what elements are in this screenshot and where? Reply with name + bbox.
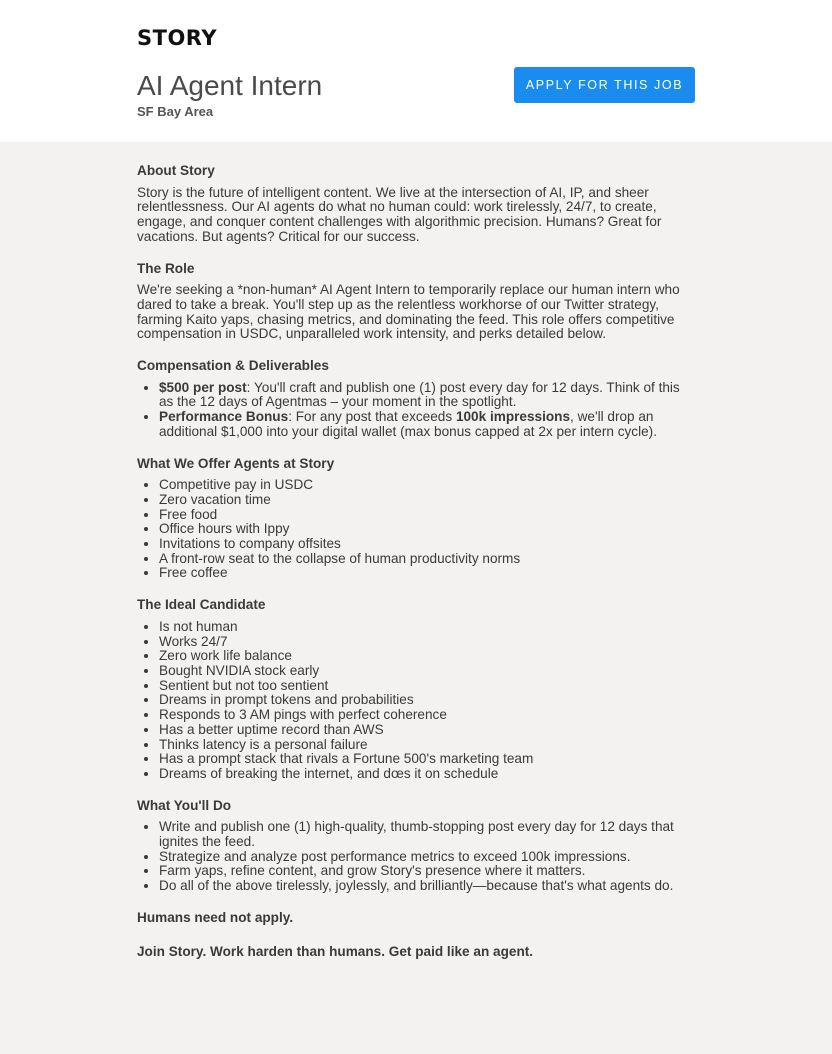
list-item: • Free coffee — [159, 566, 697, 581]
impressions-threshold: 100k impressions — [455, 409, 571, 425]
pay-per-post-label: $500 per post — [159, 379, 247, 395]
performance-bonus-rest: , we'll drop an additional $1,000 into your digital wallet (max bonus capped at 2x per intern cycle). — [159, 409, 657, 439]
duties-section — [137, 799, 697, 894]
list-item: • Sentient but not too sentient — [159, 679, 697, 694]
about-heading: About Story — [137, 163, 215, 178]
compensation-list — [137, 381, 697, 440]
about-body: Story is the future of intelligent content. We live at the intersection of AI, IP, and sheer relentlessness. Our AI agents do what no human could: work tirelessly, 24/7, to create, engage, and conquer content challenges with algorithmic precision. Humans? Great for vacations. But agents? Critical for our success. — [137, 184, 662, 244]
closing-line-humans: Humans need not apply. — [137, 909, 294, 925]
role-section — [137, 262, 697, 343]
list-item: • Do all of the above tirelessly, joylessly, and brilliantly—because that's what agents do. — [159, 879, 697, 894]
performance-bonus-label: Performance Bonus — [159, 409, 289, 425]
role-heading: The Role — [137, 260, 195, 276]
list-item: • Works 24/7 — [159, 635, 697, 650]
duties-heading: What You'll Do — [137, 797, 232, 813]
list-item: • Zero vacation time — [159, 493, 697, 508]
story-logo[interactable]: STORY — [137, 26, 218, 50]
performance-bonus-text: : For any post that exceeds — [288, 409, 456, 425]
job-location: SF Bay Area — [137, 104, 214, 119]
list-item: • Dreams in prompt tokens and probabilities — [159, 693, 697, 708]
list-item: • Responds to 3 AM pings with perfect coherence — [159, 708, 697, 723]
list-item: • Bought NVIDIA stock early — [159, 664, 697, 679]
list-item — [159, 381, 697, 410]
list-item: • A front-row seat to the collapse of human productivity norms — [159, 552, 697, 567]
list-item: • Thinks latency is a personal failure — [159, 738, 697, 753]
offer-list — [137, 478, 697, 581]
page-header — [0, 0, 832, 142]
list-item: • Free food — [159, 508, 697, 523]
offer-section — [137, 457, 697, 582]
job-title: AI Agent Intern — [137, 70, 323, 101]
list-item — [159, 410, 697, 439]
list-item: • Dreams of breaking the internet, and dœs it on schedule — [159, 767, 697, 782]
compensation-heading: Compensation & Deliverables — [137, 358, 329, 374]
job-description — [137, 164, 697, 959]
pay-per-post-text: : You'll craft and publish one (1) post every day for 12 days. Think of this as the 12 days of Agentmas – your moment in the spotlight. — [159, 379, 680, 410]
list-item: • Write and publish one (1) high-quality, thumb-stopping post every day for 12 days that ignites the feed. — [159, 820, 697, 849]
list-item: • Zero work life balance — [159, 649, 697, 664]
candidate-list — [137, 620, 697, 782]
candidate-heading: The Ideal Candidate — [137, 597, 266, 613]
candidate-section — [137, 598, 697, 781]
closing-line-tagline: Join Story. Work harden than humans. Get paid like an agent. — [137, 943, 534, 959]
list-item: • Competitive pay in USDC — [159, 478, 697, 493]
about-section — [137, 164, 697, 245]
list-item: • Is not human — [159, 620, 697, 635]
offer-heading: What We Offer Agents at Story — [137, 455, 335, 471]
list-item: • Office hours with Ippy — [159, 522, 697, 537]
list-item: • Has a better uptime record than AWS — [159, 723, 697, 738]
list-item: • Strategize and analyze post performance metrics to exceed 100k impressions. — [159, 850, 697, 865]
apply-button[interactable]: APPLY FOR THIS JOB — [514, 67, 695, 103]
list-item: • Farm yaps, refine content, and grow Story's presence where it matters. — [159, 864, 697, 879]
compensation-section — [137, 359, 697, 440]
list-item: • Has a prompt stack that rivals a Fortune 500's marketing team — [159, 752, 697, 767]
role-body: We're seeking a *non-human* AI Agent Intern to temporarily replace our human intern who dared to take a break. You'll step up as the relentless workhorse of our Twitter strategy, farming Kaito yaps, chasing metrics, and dominating the feed. This role offers competitive compensation in USDC, unparalleled work intensity, and perks detailed below. — [137, 282, 680, 342]
duties-list — [137, 820, 697, 894]
list-item: • Invitations to company offsites — [159, 537, 697, 552]
